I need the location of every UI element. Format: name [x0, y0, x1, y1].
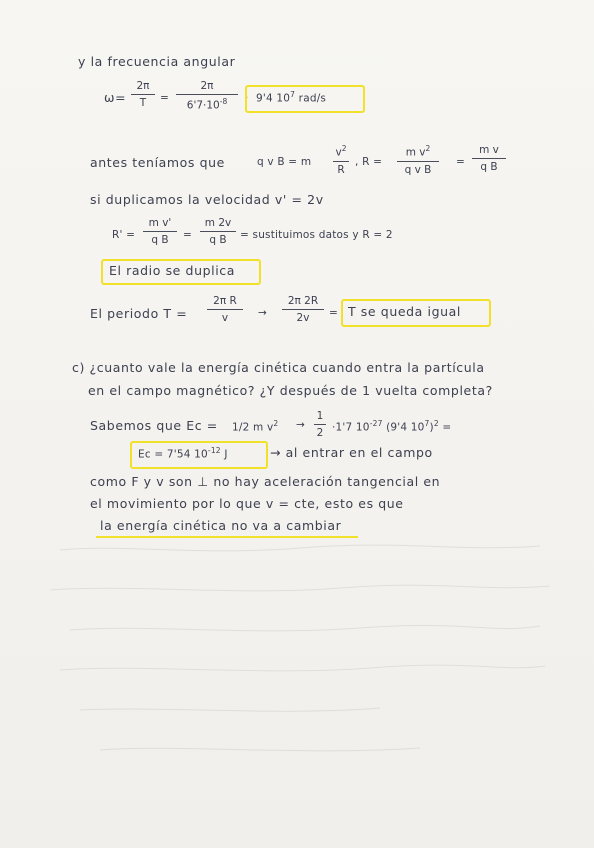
T-equals: =: [329, 307, 338, 319]
sabemos-text: Sabemos que Ec =: [90, 418, 218, 433]
ec-half-fraction-num: 1: [316, 410, 324, 422]
como-line: como F y v son ⊥ no hay aceleración tangencial en: [90, 474, 441, 489]
omega-equals-1: =: [160, 92, 169, 104]
qvb-fraction: [333, 144, 349, 176]
antes-text: antes teníamos que: [90, 155, 225, 170]
qvb-fraction-num: v: [335, 146, 342, 159]
ec-square-exp: 2: [433, 419, 439, 428]
Rprime-fraction-1-num: m v': [148, 217, 172, 229]
Rprime-lhs: R' =: [112, 229, 136, 241]
T-arrow: →: [258, 307, 267, 319]
omega-fraction-1-den: T: [139, 97, 147, 109]
omega-result-exp: 7: [290, 90, 296, 99]
R-fraction-2-den: q B: [480, 161, 498, 173]
T-queda-igual-text: T se queda igual: [348, 304, 461, 319]
ec-result-exp: -12: [207, 446, 221, 455]
R-equals: =: [456, 156, 465, 168]
ec-formula-exp: 2: [273, 419, 279, 428]
omega-lhs: ω=: [104, 90, 127, 105]
R-fraction-1-den: q v B: [404, 163, 432, 176]
Rprime-fraction-2-num: m 2v: [204, 217, 232, 229]
R-fraction-1-num-exp: 2: [425, 144, 431, 153]
ec-formula: [232, 419, 278, 434]
ec-paren: ): [429, 421, 434, 434]
T-fraction-1: [207, 295, 243, 324]
R-lhs: , R =: [355, 156, 383, 168]
omega-fraction-2: [176, 80, 238, 112]
ec-half-fraction: [314, 410, 326, 439]
qvb-fraction-num-exp: 2: [341, 144, 347, 153]
T-fraction-2-num: 2π 2R: [287, 295, 319, 307]
line-frecuencia-angular: y la frecuencia angular: [78, 54, 236, 69]
ec-half-fraction-den: 2: [316, 427, 324, 439]
ec-formula-base: 1/2 m v: [232, 421, 274, 434]
R-fraction-2: [472, 144, 506, 173]
ec-mass-exp: -27: [369, 419, 383, 428]
T-fraction-1-num: 2π R: [213, 295, 237, 307]
Rprime-fraction-1-den: q B: [151, 234, 169, 246]
ec-entrar-text: → al entrar en el campo: [270, 445, 433, 460]
omega-fraction-1-num: 2π: [136, 80, 150, 92]
qvb-text: q v B = m: [257, 156, 312, 168]
R-fraction-2-num: m v: [479, 144, 499, 156]
omega-result-unit: rad/s: [295, 92, 327, 105]
movimiento-line: el movimiento por lo que v = cte, esto es que: [90, 496, 404, 511]
ec-result: [138, 446, 228, 461]
omega-result-value: 9'4 10: [256, 92, 291, 105]
qvb-fraction-den: R: [337, 163, 345, 176]
T-fraction-1-den: v: [221, 312, 229, 324]
question-c-line-1: c) ¿cuanto vale la energía cinética cuando entra la partícula: [72, 360, 485, 375]
omega-fraction-1: [131, 80, 155, 109]
ec-arrow: →: [296, 419, 305, 431]
omega-fraction-2-den: 6'7·10: [186, 99, 220, 112]
Rprime-fraction-1: [143, 217, 177, 246]
T-fraction-2-den: 2v: [296, 312, 310, 324]
ec-result-unit: J: [220, 448, 228, 461]
ec-mass: ·1'7 10: [332, 421, 370, 434]
si-duplicamos-text: si duplicamos la velocidad v' = 2v: [90, 192, 324, 207]
question-c-line-2: en el campo magnético? ¿Y después de 1 vuelta completa?: [88, 383, 493, 398]
ec-velocity: (9'4 10: [382, 421, 425, 434]
T-fraction-2: [282, 295, 324, 324]
radio-duplica-text: El radio se duplica: [109, 263, 236, 278]
energia-underline-highlight: [96, 536, 358, 538]
Rprime-fraction-2-den: q B: [209, 234, 227, 246]
energia-no-cambia-text: la energía cinética no va a cambiar: [100, 518, 342, 533]
omega-result: [256, 90, 326, 105]
ec-equals: =: [438, 421, 452, 434]
omega-fraction-2-den-exp: -8: [219, 97, 228, 106]
Rprime-fraction-2: [200, 217, 236, 246]
R-fraction-1-num: m v: [405, 146, 426, 159]
periodo-label: El periodo T =: [90, 306, 188, 321]
Rprime-equals: =: [183, 229, 192, 241]
omega-dot: ·: [245, 92, 249, 104]
omega-fraction-2-num: 2π: [200, 80, 214, 92]
ec-velocity-exp: 7: [424, 419, 430, 428]
Rprime-tail: = sustituimos datos y R = 2: [240, 229, 393, 241]
bleed-through-texture: [40, 530, 560, 790]
ec-values: [332, 419, 451, 434]
ec-result-value: Ec = 7'54 10: [138, 448, 208, 461]
R-fraction-1: [397, 144, 439, 176]
